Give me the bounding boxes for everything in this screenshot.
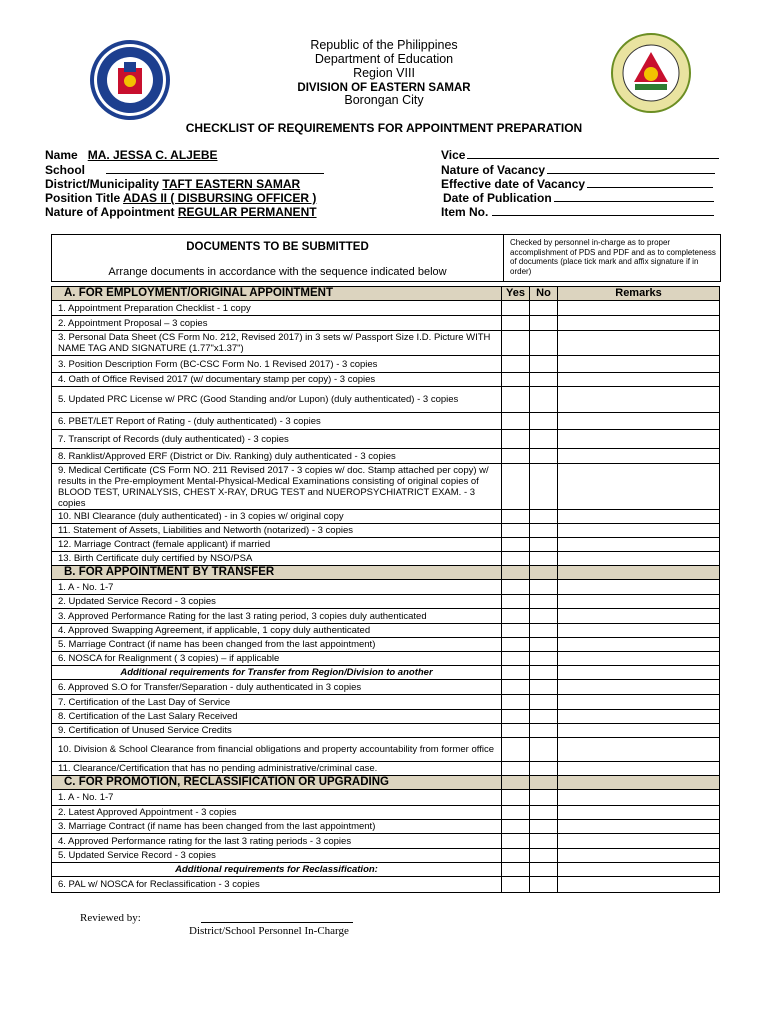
field-date-of-publication: Date of Publication <box>443 191 714 205</box>
yes-checkbox[interactable] <box>502 710 530 724</box>
remarks-cell[interactable] <box>558 524 720 538</box>
no-checkbox[interactable] <box>530 580 558 595</box>
no-checkbox[interactable] <box>530 609 558 624</box>
remarks-cell[interactable] <box>558 510 720 524</box>
field-position-title: Position Title ADAS II ( DISBURSING OFFICER ) <box>45 191 317 205</box>
list-item: 4. Oath of Office Revised 2017 (w/ documentary stamp per copy) - 3 copies <box>52 373 502 387</box>
requirements-checklist-table <box>51 286 720 893</box>
remarks-cell[interactable] <box>558 695 720 710</box>
list-item: 6. PAL w/ NOSCA for Reclassification - 3 copies <box>52 877 502 893</box>
no-checkbox[interactable] <box>530 738 558 762</box>
empty-cell <box>530 666 558 680</box>
no-checkbox[interactable] <box>530 316 558 331</box>
empty-cell <box>558 666 720 680</box>
yes-checkbox[interactable] <box>502 316 530 331</box>
list-item: 7. Certification of the Last Day of Service <box>52 695 502 710</box>
remarks-cell[interactable] <box>558 820 720 834</box>
no-checkbox[interactable] <box>530 301 558 316</box>
remarks-cell[interactable] <box>558 877 720 893</box>
section-b-yes-shade <box>502 566 530 580</box>
list-item: 2. Appointment Proposal – 3 copies <box>52 316 502 331</box>
no-checkbox[interactable] <box>530 331 558 356</box>
section-c-yes-shade <box>502 776 530 790</box>
no-checkbox[interactable] <box>530 552 558 566</box>
yes-checkbox[interactable] <box>502 552 530 566</box>
yes-checkbox[interactable] <box>502 820 530 834</box>
yes-checkbox[interactable] <box>502 595 530 609</box>
header-division: DIVISION OF EASTERN SAMAR <box>297 82 471 94</box>
field-effective-date-of-vacancy: Effective date of Vacancy <box>441 177 713 191</box>
yes-checkbox[interactable] <box>502 464 530 510</box>
remarks-cell[interactable] <box>558 680 720 695</box>
remarks-cell[interactable] <box>558 834 720 849</box>
reviewed-by-label: Reviewed by: <box>80 912 141 924</box>
remarks-cell[interactable] <box>558 710 720 724</box>
remarks-cell[interactable] <box>558 301 720 316</box>
section-c-additional-note: Additional requirements for Reclassification: <box>52 863 502 877</box>
no-checkbox[interactable] <box>530 652 558 666</box>
documents-header-box <box>51 234 721 282</box>
list-item: 3. Approved Performance Rating for the last 3 rating period, 3 copies duly authenticated <box>52 609 502 624</box>
list-item: 5. Updated Service Record - 3 copies <box>52 849 502 863</box>
no-checkbox[interactable] <box>530 680 558 695</box>
documents-heading: DOCUMENTS TO BE SUBMITTED <box>186 241 369 253</box>
no-checkbox[interactable] <box>530 762 558 776</box>
header-republic: Republic of the Philippines <box>310 38 458 52</box>
section-b-additional-note: Additional requirements for Transfer from Region/Division to another <box>52 666 502 680</box>
list-item: 10. Division & School Clearance from financial obligations and property accountability from former office <box>52 738 502 762</box>
list-item: 11. Clearance/Certification that has no pending administrative/criminal case. <box>52 762 502 776</box>
yes-checkbox[interactable] <box>502 301 530 316</box>
yes-checkbox[interactable] <box>502 680 530 695</box>
header-region: Region VIII <box>353 66 415 80</box>
list-item: 3. Position Description Form (BC-CSC Form No. 1 Revised 2017) - 3 copies <box>52 356 502 373</box>
list-item: 4. Approved Swapping Agreement, if applicable, 1 copy duly authenticated <box>52 624 502 638</box>
remarks-cell[interactable] <box>558 331 720 356</box>
remarks-cell[interactable] <box>558 413 720 430</box>
no-checkbox[interactable] <box>530 834 558 849</box>
empty-cell <box>502 863 530 877</box>
section-c-remarks-shade <box>558 776 720 790</box>
empty-cell <box>502 666 530 680</box>
list-item: 13. Birth Certificate duly certified by NSO/PSA <box>52 552 502 566</box>
section-a-title: A. FOR EMPLOYMENT/ORIGINAL APPOINTMENT <box>52 287 502 301</box>
remarks-cell[interactable] <box>558 624 720 638</box>
yes-checkbox[interactable] <box>502 834 530 849</box>
yes-checkbox[interactable] <box>502 538 530 552</box>
no-checkbox[interactable] <box>530 595 558 609</box>
list-item: 8. Ranklist/Approved ERF (District or Div. Ranking) duly authenticated - 3 copies <box>52 449 502 464</box>
list-item: 6. Approved S.O for Transfer/Separation - duly authenticated in 3 copies <box>52 680 502 695</box>
list-item: 10. NBI Clearance (duly authenticated) - in 3 copies w/ original copy <box>52 510 502 524</box>
list-item: 1. A - No. 1-7 <box>52 580 502 595</box>
remarks-cell[interactable] <box>558 356 720 373</box>
signatory-label: District/School Personnel In-Charge <box>189 925 349 937</box>
column-no: No <box>530 287 558 301</box>
no-checkbox[interactable] <box>530 430 558 449</box>
list-item: 8. Certification of the Last Salary Received <box>52 710 502 724</box>
remarks-cell[interactable] <box>558 580 720 595</box>
field-nature-of-appointment: Nature of Appointment REGULAR PERMANENT <box>45 205 317 219</box>
remarks-cell[interactable] <box>558 538 720 552</box>
yes-checkbox[interactable] <box>502 356 530 373</box>
section-b-remarks-shade <box>558 566 720 580</box>
yes-checkbox[interactable] <box>502 331 530 356</box>
list-item: 12. Marriage Contract (female applicant) if married <box>52 538 502 552</box>
field-district: District/Municipality TAFT EASTERN SAMAR <box>45 177 301 191</box>
yes-checkbox[interactable] <box>502 652 530 666</box>
no-checkbox[interactable] <box>530 413 558 430</box>
list-item: 5. Updated PRC License w/ PRC (Good Standing and/or Lupon) (duly authenticated) - 3 copies <box>52 387 502 413</box>
no-checkbox[interactable] <box>530 806 558 820</box>
remarks-cell[interactable] <box>558 849 720 863</box>
no-checkbox[interactable] <box>530 820 558 834</box>
column-yes: Yes <box>502 287 530 301</box>
yes-checkbox[interactable] <box>502 413 530 430</box>
remarks-cell[interactable] <box>558 595 720 609</box>
documents-subheading: Arrange documents in accordance with the sequence indicated below <box>108 266 447 278</box>
list-item: 5. Marriage Contract (if name has been changed from the last appointment) <box>52 638 502 652</box>
section-c-no-shade <box>530 776 558 790</box>
remarks-cell[interactable] <box>558 762 720 776</box>
list-item: 2. Latest Approved Appointment - 3 copies <box>52 806 502 820</box>
list-item: 3. Personal Data Sheet (CS Form No. 212, Revised 2017) in 3 sets w/ Passport Size I.D. Picture WITH NAME TAG AND SIGNATURE (1.77"x1.37") <box>52 331 502 356</box>
no-checkbox[interactable] <box>530 710 558 724</box>
yes-checkbox[interactable] <box>502 638 530 652</box>
yes-checkbox[interactable] <box>502 877 530 893</box>
no-checkbox[interactable] <box>530 638 558 652</box>
yes-checkbox[interactable] <box>502 762 530 776</box>
header-city: Borongan City <box>344 93 424 107</box>
yes-checkbox[interactable] <box>502 580 530 595</box>
list-item: 7. Transcript of Records (duly authenticated) - 3 copies <box>52 430 502 449</box>
header-department: Department of Education <box>314 52 454 66</box>
yes-checkbox[interactable] <box>502 510 530 524</box>
remarks-cell[interactable] <box>558 552 720 566</box>
no-checkbox[interactable] <box>530 449 558 464</box>
section-b-title: B. FOR APPOINTMENT BY TRANSFER <box>52 566 502 580</box>
yes-checkbox[interactable] <box>502 430 530 449</box>
remarks-cell[interactable] <box>558 638 720 652</box>
checked-by-note: Checked by personnel in-charge as to proper accomplishment of PDS and PDF and as to completeness of documents (place tick mark and affix signature if in order) <box>510 238 716 276</box>
empty-cell <box>530 863 558 877</box>
list-item: 11. Statement of Assets, Liabilities and Networth (notarized) - 3 copies <box>52 524 502 538</box>
remarks-cell[interactable] <box>558 449 720 464</box>
no-checkbox[interactable] <box>530 790 558 806</box>
no-checkbox[interactable] <box>530 387 558 413</box>
remarks-cell[interactable] <box>558 316 720 331</box>
section-b-no-shade <box>530 566 558 580</box>
empty-cell <box>558 863 720 877</box>
remarks-cell[interactable] <box>558 430 720 449</box>
yes-checkbox[interactable] <box>502 524 530 538</box>
no-checkbox[interactable] <box>530 510 558 524</box>
no-checkbox[interactable] <box>530 464 558 510</box>
list-item: 2. Updated Service Record - 3 copies <box>52 595 502 609</box>
yes-checkbox[interactable] <box>502 373 530 387</box>
remarks-cell[interactable] <box>558 738 720 762</box>
list-item: 6. PBET/LET Report of Rating - (duly authenticated) - 3 copies <box>52 413 502 430</box>
list-item: 4. Approved Performance rating for the last 3 rating periods - 3 copies <box>52 834 502 849</box>
remarks-cell[interactable] <box>558 464 720 510</box>
remarks-cell[interactable] <box>558 790 720 806</box>
list-item: 6. NOSCA for Realignment ( 3 copies) – if applicable <box>52 652 502 666</box>
remarks-cell[interactable] <box>558 724 720 738</box>
list-item: 9. Certification of Unused Service Credits <box>52 724 502 738</box>
field-vice: Vice <box>441 148 719 162</box>
remarks-cell[interactable] <box>558 806 720 820</box>
yes-checkbox[interactable] <box>502 449 530 464</box>
list-item: 1. Appointment Preparation Checklist - 1 copy <box>52 301 502 316</box>
list-item: 9. Medical Certificate (CS Form NO. 211 Revised 2017 - 3 copies w/ doc. Stamp attached per copy) w/ results in the Pre-employment Mental-Physical-Medical Examinations consisting of original copies of BLOOD TEST, URINALYSIS, CHEST X-RAY, DRUG TEST and NUEROPSYCHIATRICT EXAM. - 3 copies <box>52 464 502 510</box>
no-checkbox[interactable] <box>530 373 558 387</box>
column-remarks: Remarks <box>558 287 720 301</box>
yes-checkbox[interactable] <box>502 609 530 624</box>
field-nature-of-vacancy: Nature of Vacancy <box>441 163 715 177</box>
section-c-title: C. FOR PROMOTION, RECLASSIFICATION OR UPGRADING <box>52 776 502 790</box>
yes-checkbox[interactable] <box>502 790 530 806</box>
no-checkbox[interactable] <box>530 877 558 893</box>
yes-checkbox[interactable] <box>502 624 530 638</box>
no-checkbox[interactable] <box>530 849 558 863</box>
remarks-cell[interactable] <box>558 387 720 413</box>
yes-checkbox[interactable] <box>502 849 530 863</box>
field-school: School <box>45 163 324 177</box>
signature-line <box>201 922 353 923</box>
no-checkbox[interactable] <box>530 524 558 538</box>
yes-checkbox[interactable] <box>502 738 530 762</box>
list-item: 3. Marriage Contract (if name has been changed from the last appointment) <box>52 820 502 834</box>
no-checkbox[interactable] <box>530 538 558 552</box>
no-checkbox[interactable] <box>530 724 558 738</box>
no-checkbox[interactable] <box>530 356 558 373</box>
no-checkbox[interactable] <box>530 695 558 710</box>
list-item: 1. A - No. 1-7 <box>52 790 502 806</box>
field-item-no: Item No. <box>441 205 714 219</box>
yes-checkbox[interactable] <box>502 387 530 413</box>
yes-checkbox[interactable] <box>502 806 530 820</box>
remarks-cell[interactable] <box>558 373 720 387</box>
yes-checkbox[interactable] <box>502 695 530 710</box>
yes-checkbox[interactable] <box>502 724 530 738</box>
remarks-cell[interactable] <box>558 652 720 666</box>
document-title: CHECKLIST OF REQUIREMENTS FOR APPOINTMENT PREPARATION <box>185 121 583 135</box>
remarks-cell[interactable] <box>558 609 720 624</box>
no-checkbox[interactable] <box>530 624 558 638</box>
field-name: Name MA. JESSA C. ALJEBE <box>45 148 218 162</box>
